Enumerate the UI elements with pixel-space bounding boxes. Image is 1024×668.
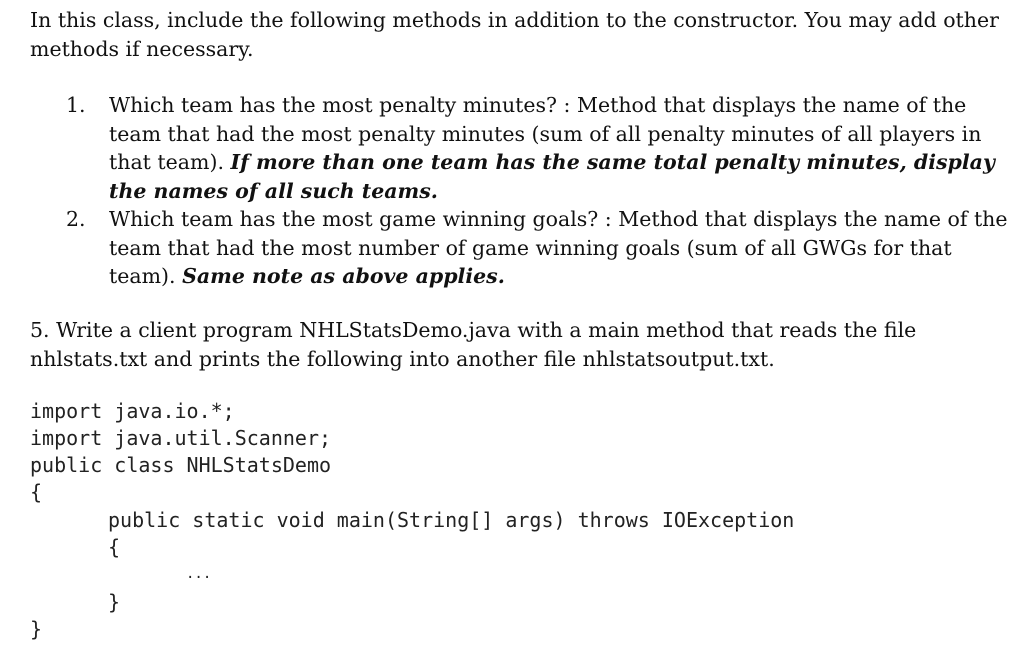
code-line: public static void main(String[] args) throws IOException — [108, 508, 795, 532]
list-item — [66, 91, 1016, 205]
code-line: import java.util.Scanner; — [30, 426, 332, 450]
code-ellipsis: ... — [186, 566, 212, 582]
methods-list — [66, 91, 1016, 291]
code-line: import java.io.*; — [30, 399, 235, 423]
list-item — [66, 205, 1016, 291]
code-line: { — [108, 535, 121, 559]
list-item-text: Which team has the most game winning goals? : Method that displays the name of the team that had the most number of game winning goals (sum of all GWGs for that team). — [109, 207, 1008, 288]
intro-paragraph: In this class, include the following methods in addition to the constructor. You may add other methods if necessary. — [30, 8, 999, 61]
code-line: { — [30, 480, 43, 504]
list-number: 1. — [66, 93, 86, 117]
list-item-emphasis: If more than one team has the same total penalty minutes, display the names of all such teams. — [109, 150, 995, 203]
list-item-text: Which team has the most penalty minutes? : Method that displays the name of the team that had the most penalty minutes (sum of all penalty minutes of all players in that team). — [109, 93, 982, 174]
list-number: 2. — [66, 207, 86, 231]
list-item-emphasis: Same note as above applies. — [182, 264, 505, 288]
code-line: } — [30, 617, 43, 641]
code-line: public class NHLStatsDemo — [30, 453, 332, 477]
task-paragraph: 5. Write a client program NHLStatsDemo.java with a main method that reads the file nhlstats.txt and prints the following into another file nhlstatsoutput.txt. — [30, 318, 917, 371]
code-line: } — [108, 590, 121, 614]
